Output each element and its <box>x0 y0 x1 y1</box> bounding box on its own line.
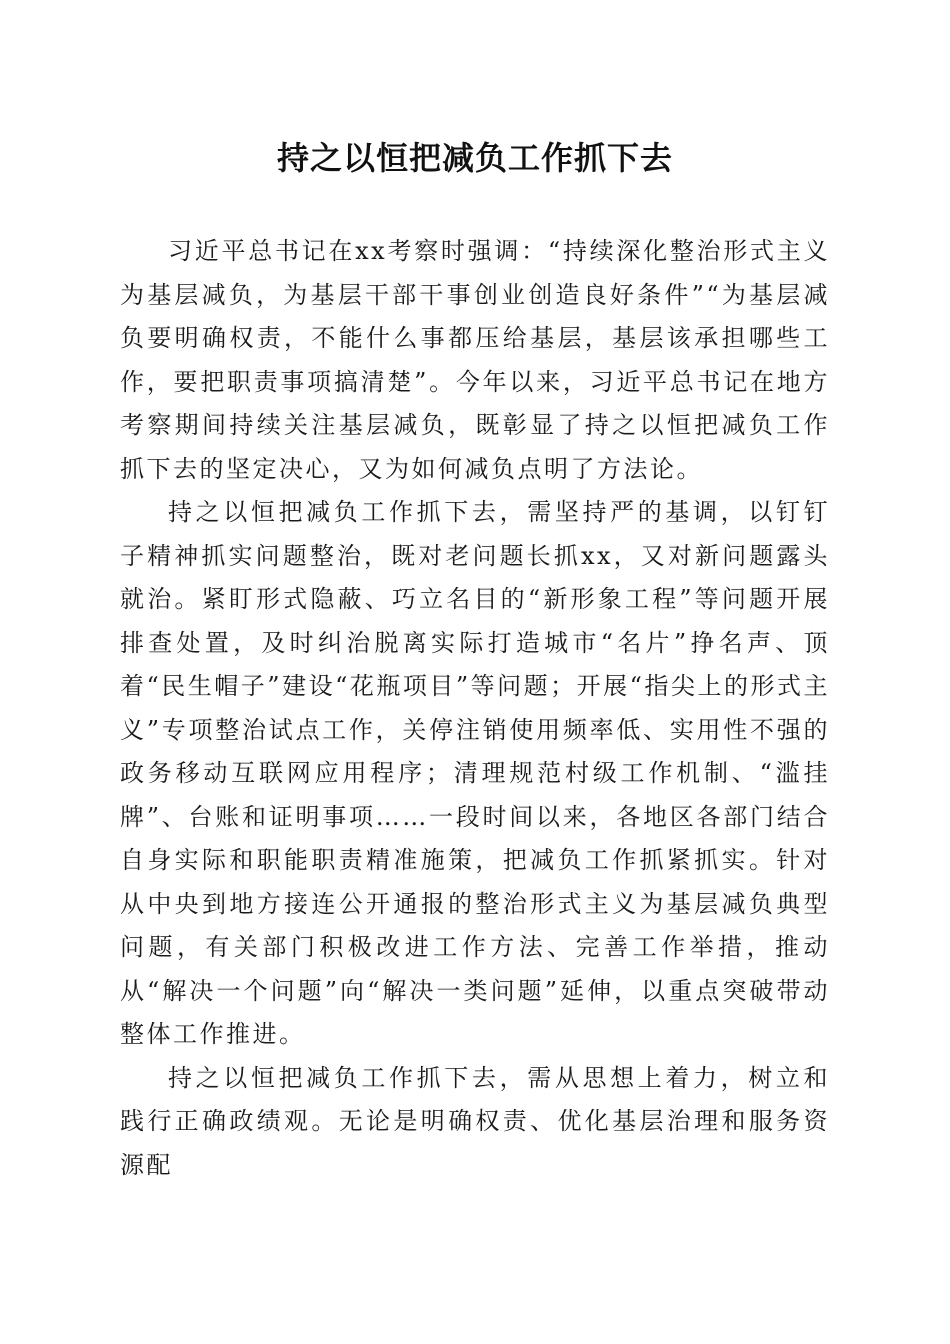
paragraph-1: 习近平总书记在xx考察时强调：“持续深化整治形式主义为基层减负，为基层干部干事创业创造良好条件”“为基层减负要明确权责，不能什么事都压给基层，基层该承担哪些工作，要把职责事项搞清楚”。今年以来，习近平总书记在地方考察期间持续关注基层减负，既彰显了持之以恒把减负工作抓下去的坚定决心，又为如何减负点明了方法论。 <box>120 237 830 483</box>
paragraph-3: 持之以恒把减负工作抓下去，需从思想上着力，树立和践行正确政绩观。无论是明确权责、优化基层治理和服务资源配 <box>120 1063 830 1179</box>
paragraph-2: 持之以恒把减负工作抓下去，需坚持严的基调，以钉钉子精神抓实问题整治，既对老问题长抓xx，又对新问题露头就治。紧盯形式隐蔽、巧立名目的“新形象工程”等问题开展排查处置，及时纠治脱离实际打造城市“名片”挣名声、顶着“民生帽子”建设“花瓶项目”等问题；开展“指尖上的形式主义”专项整治试点工作，关停注销使用频率低、实用性不强的政务移动互联网应用程序；清理规范村级工作机制、“滥挂牌”、台账和证明事项……一段时间以来，各地区各部门结合自身实际和职能职责精准施策，把减负工作抓紧抓实。针对从中央到地方接连公开通报的整治形式主义为基层减负典型问题，有关部门积极改进工作方法、完善工作举措，推动从“解决一个问题”向“解决一类问题”延伸，以重点突破带动整体工作推进。 <box>120 498 830 1048</box>
document-body <box>120 230 830 1187</box>
document-title: 持之以恒把减负工作抓下去 <box>276 139 673 177</box>
